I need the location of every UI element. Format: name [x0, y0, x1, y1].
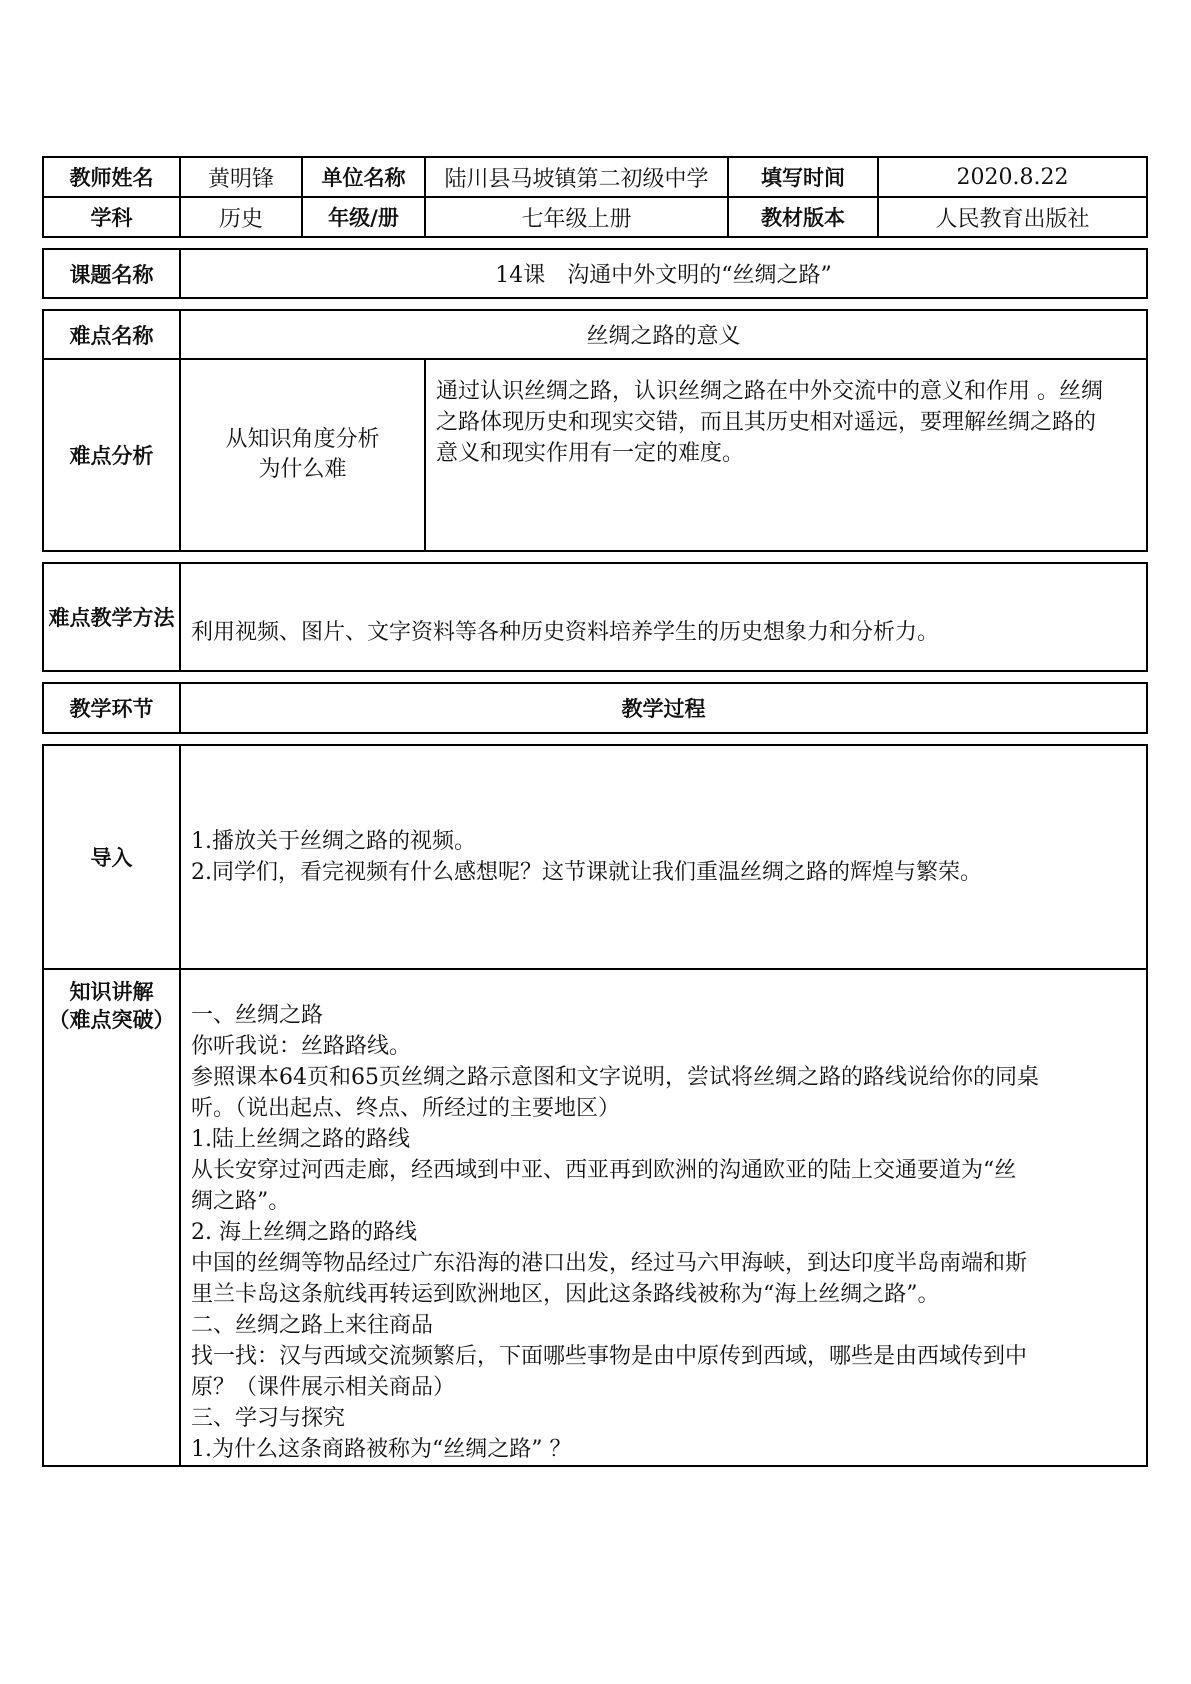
unit-value: 陆川县马坡镇第二初级中学 [425, 157, 728, 197]
difficulty-row [43, 310, 1147, 359]
knowledge-label-line: （难点突破） [48, 1008, 175, 1032]
method-value: 利用视频、图片、文字资料等各种历史资料培养学生的历史想象力和分析力。 [180, 563, 1147, 671]
knowledge-line: 中国的丝绸等物品经过广东沿海的港口出发，经过马六甲海峡，到达印度半岛南端和斯 [191, 1251, 1028, 1276]
knowledge-line: 1.为什么这条商路被称为“丝绸之路” ？ [191, 1437, 572, 1462]
spacer-row [43, 298, 1147, 310]
topic-row [43, 249, 1147, 298]
edition-label: 教材版本 [728, 197, 878, 237]
knowledge-line: 原？（课件展示相关商品） [191, 1375, 456, 1400]
analysis-label: 难点分析 [43, 359, 180, 551]
analysis-row [43, 359, 1147, 551]
knowledge-line: 参照课本64页和65页丝绸之路示意图和文字说明，尝试将丝绸之路的路线说给你的同桌 [191, 1065, 1039, 1090]
process-right-header: 教学过程 [180, 683, 1147, 733]
method-row [43, 563, 1147, 671]
knowledge-label [43, 969, 180, 1466]
knowledge-line: 从长安穿过河西走廊，经西域到中亚、西亚再到欧洲的沟通欧亚的陆上交通要道为“丝 [191, 1158, 1017, 1183]
intro-label: 导入 [43, 745, 180, 969]
topic-label: 课题名称 [43, 249, 180, 298]
spacer-row [43, 733, 1147, 745]
knowledge-line: 2. 海上丝绸之路的路线 [191, 1220, 417, 1245]
date-value: 2020.8.22 [878, 157, 1147, 197]
knowledge-line: 听。（说出起点、终点、所经过的主要地区） [191, 1096, 621, 1121]
knowledge-line: 1.陆上丝绸之路的路线 [191, 1127, 410, 1152]
intro-line: 2.同学们，看完视频有什么感想呢？这节课就让我们重温丝绸之路的辉煌与繁荣。 [191, 860, 982, 885]
knowledge-line: 二、丝绸之路上来往商品 [191, 1313, 434, 1338]
knowledge-row [43, 969, 1147, 1466]
spacer-row [43, 237, 1147, 249]
grade-label: 年级/册 [302, 197, 425, 237]
analysis-line: 通过认识丝绸之路，认识丝绸之路在中外交流中的意义和作用 。丝绸 [436, 379, 1103, 404]
method-label: 难点教学方法 [43, 563, 180, 671]
date-label: 填写时间 [728, 157, 878, 197]
analysis-text [425, 359, 1147, 551]
difficulty-label: 难点名称 [43, 310, 180, 359]
teacher-label: 教师姓名 [43, 157, 180, 197]
spacer-row [43, 551, 1147, 563]
knowledge-line: 找一找：汉与西域交流频繁后，下面哪些事物是由中原传到西域，哪些是由西域传到中 [191, 1344, 1028, 1369]
topic-value: 14课 沟通中外文明的“丝绸之路” [180, 249, 1147, 298]
unit-label: 单位名称 [302, 157, 425, 197]
difficulty-value: 丝绸之路的意义 [180, 310, 1147, 359]
knowledge-line: 你听我说：丝路路线。 [191, 1034, 412, 1059]
edition-value: 人民教育出版社 [878, 197, 1147, 237]
header-row-1 [43, 157, 1147, 197]
subject-value: 历史 [180, 197, 302, 237]
knowledge-text [180, 969, 1147, 1466]
analysis-line: 之路体现历史和现实交错，而且其历史相对遥远，要理解丝绸之路的 [436, 410, 1097, 435]
analysis-sub-label-line: 从知识角度分析 [225, 427, 380, 452]
intro-text [180, 745, 1147, 969]
knowledge-line: 绸之路”。 [191, 1189, 291, 1214]
knowledge-line: 三、学习与探究 [191, 1406, 346, 1431]
knowledge-line: 里兰卡岛这条航线再转运到欧洲地区，因此这条路线被称为“海上丝绸之路”。 [191, 1282, 940, 1307]
subject-label: 学科 [43, 197, 180, 237]
knowledge-line: 一、丝绸之路 [191, 1003, 324, 1028]
process-left-header: 教学环节 [43, 683, 180, 733]
form-table [42, 156, 1148, 1467]
header-row-2 [43, 197, 1147, 237]
analysis-sub-label-line: 为什么难 [258, 457, 347, 482]
analysis-line: 意义和现实作用有一定的难度。 [436, 441, 745, 466]
teacher-value: 黄明锋 [180, 157, 302, 197]
analysis-sub-label [180, 359, 425, 551]
intro-row [43, 745, 1147, 969]
knowledge-label-line: 知识讲解 [69, 980, 154, 1004]
process-header-row [43, 683, 1147, 733]
spacer-row [43, 671, 1147, 683]
intro-line: 1.播放关于丝绸之路的视频。 [191, 829, 476, 854]
grade-value: 七年级上册 [425, 197, 728, 237]
lesson-form [42, 156, 1146, 1467]
